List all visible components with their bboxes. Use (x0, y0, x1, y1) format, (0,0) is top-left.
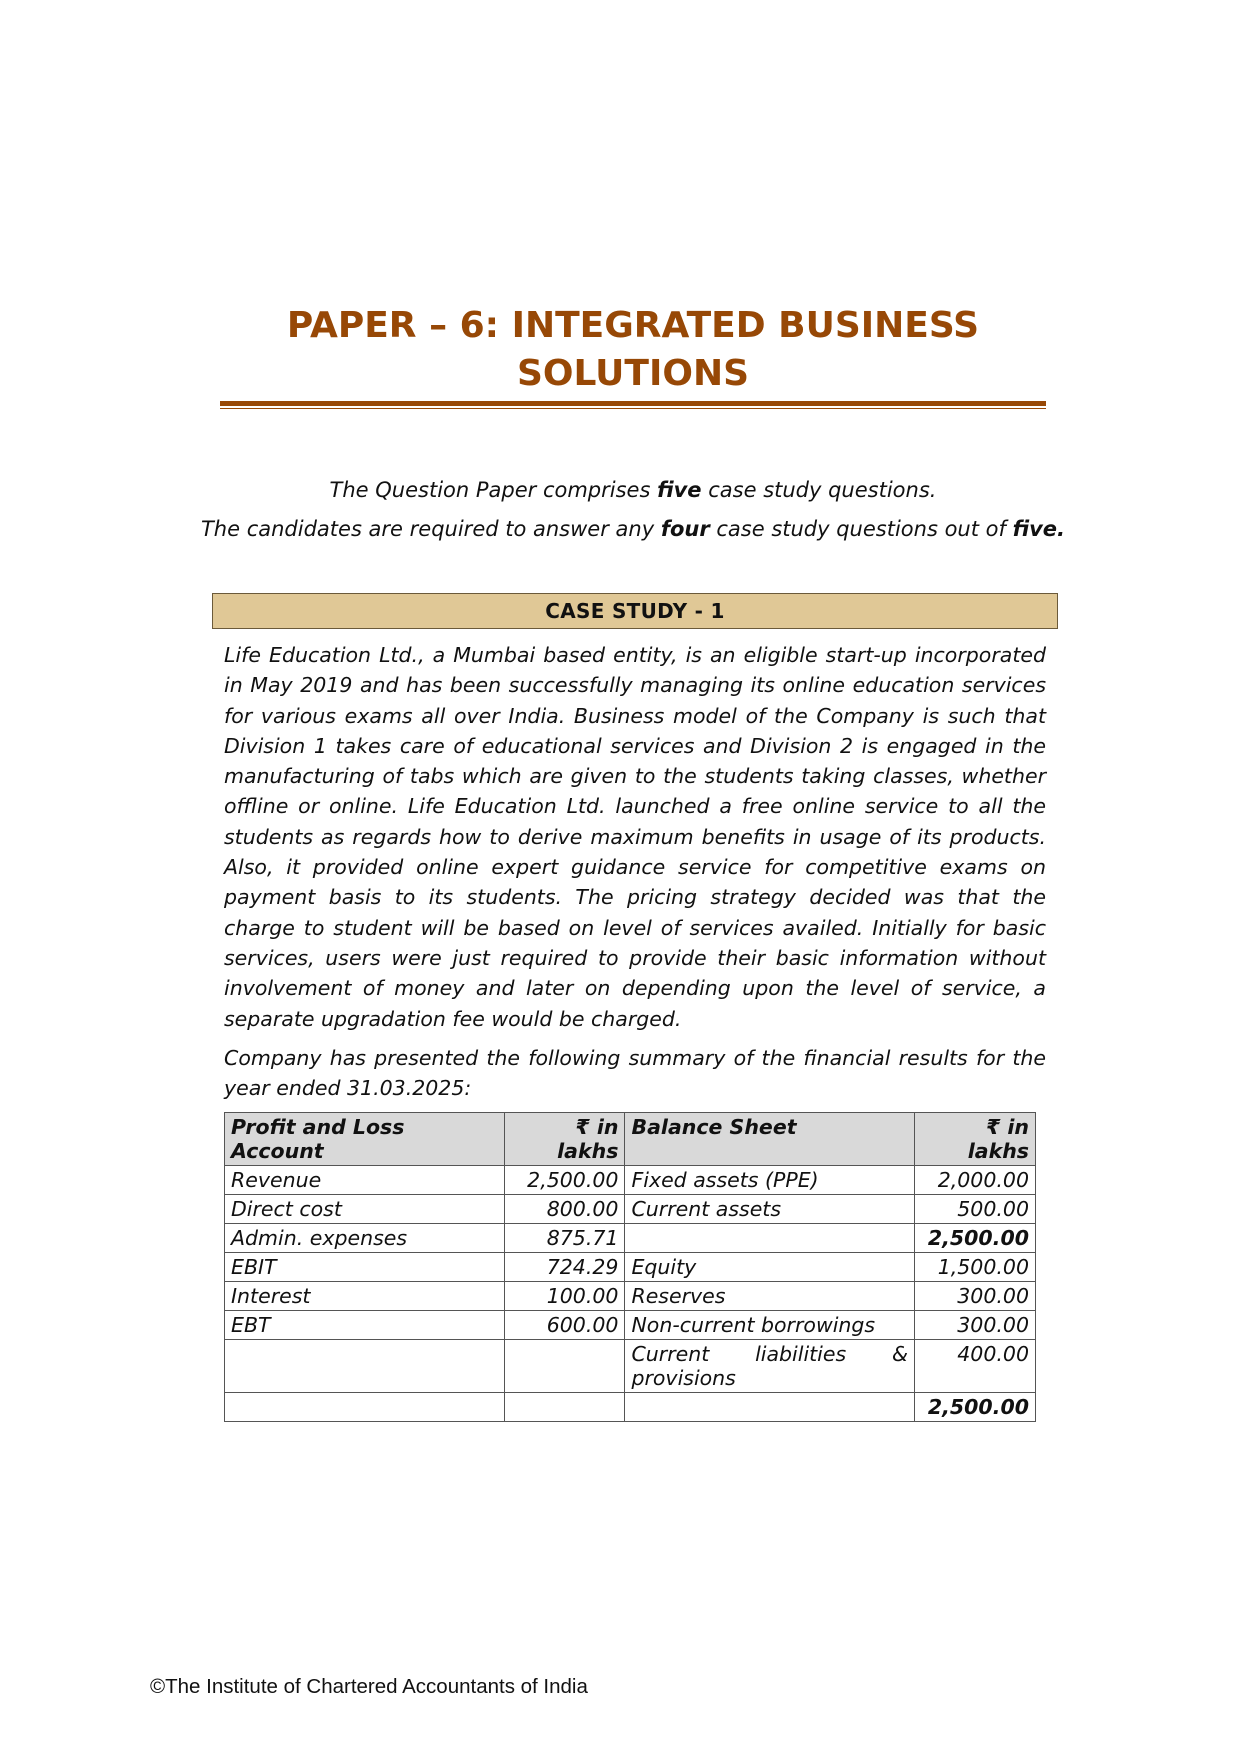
cell: EBIT (225, 1253, 505, 1282)
instr2-text: The candidates are required to answer any (200, 517, 661, 541)
cell (504, 1393, 625, 1422)
cell: Interest (225, 1282, 505, 1311)
cell: Current assets (625, 1195, 915, 1224)
cell: 2,500.00 (504, 1166, 625, 1195)
instruction-line-1 (160, 476, 1106, 504)
title-line-2: SOLUTIONS (516, 353, 750, 394)
header-pl-account: Profit and Loss Account (225, 1113, 505, 1166)
cell (225, 1340, 505, 1393)
header-bs-amount: ₹ in lakhs (914, 1113, 1035, 1166)
table-row (225, 1340, 1036, 1393)
liabilities-total-cell: 2,500.00 (914, 1393, 1035, 1422)
cell (504, 1340, 625, 1393)
cell: Admin. expenses (225, 1224, 505, 1253)
cell (225, 1393, 505, 1422)
instr1-bold: five (657, 478, 702, 502)
table-row (225, 1311, 1036, 1340)
instr2-bold-four: four (660, 517, 710, 541)
paper-title (220, 302, 1046, 398)
instr2-bold-five: five. (1012, 517, 1066, 541)
table-row (225, 1166, 1036, 1195)
table-row (225, 1253, 1036, 1282)
table-header-row (225, 1113, 1036, 1166)
cell: Current liabilities & provisions (625, 1340, 915, 1393)
instr1-text: The Question Paper comprises (329, 478, 658, 502)
cell: 1,500.00 (914, 1253, 1035, 1282)
cell: 800.00 (504, 1195, 625, 1224)
instr2-text-mid: case study questions out of (709, 517, 1013, 541)
instr1-text-end: case study questions. (701, 478, 937, 502)
cell: 400.00 (914, 1340, 1035, 1393)
header-pl-amount: ₹ in lakhs (504, 1113, 625, 1166)
header-balance-sheet: Balance Sheet (625, 1113, 915, 1166)
table-row (225, 1224, 1036, 1253)
cell: 300.00 (914, 1282, 1035, 1311)
instruction-line-2 (160, 515, 1106, 543)
financial-summary-intro: Company has presented the following summary of the financial results for the year ended 31.03.2025: (224, 1046, 1046, 1101)
cell: 724.29 (504, 1253, 625, 1282)
cell: Direct cost (225, 1195, 505, 1224)
financial-results-table (224, 1112, 1036, 1422)
cell (625, 1393, 915, 1422)
title-underline-thin (220, 408, 1046, 409)
table-row (225, 1282, 1036, 1311)
cell: Fixed assets (PPE) (625, 1166, 915, 1195)
cell: 500.00 (914, 1195, 1035, 1224)
cell: Equity (625, 1253, 915, 1282)
title-underline (220, 401, 1046, 406)
table-row (225, 1393, 1036, 1422)
cell: EBT (225, 1311, 505, 1340)
cell: Reserves (625, 1282, 915, 1311)
cell: 875.71 (504, 1224, 625, 1253)
case-study-paragraph: Life Education Ltd., a Mumbai based entity, is an eligible start-up incorporated in May 2019 and has been successfully managing its online education services for various exams all over India. Business model of the Company is such that Division 1 takes care of educational services and Division 2 is engaged in the manufacturing of tabs which are given to the students taking classes, whether offline or online. Life Education Ltd. launched a free online service to all the students as regards how to derive maximum benefits in usage of its products. Also, it provided online expert guidance service for competitive exams on payment basis to its students. The pricing strategy decided was that the charge to student will be based on level of services availed. Initially for basic services, users were just required to provide their basic information without involvement of money and later on depending upon the level of service, a separate upgradation fee would be charged. (224, 643, 1046, 1031)
cell: 2,000.00 (914, 1166, 1035, 1195)
title-line-1: PAPER – 6: INTEGRATED BUSINESS (286, 305, 980, 346)
cell: 300.00 (914, 1311, 1035, 1340)
cell: Revenue (225, 1166, 505, 1195)
cell (625, 1224, 915, 1253)
cell: Non-current borrowings (625, 1311, 915, 1340)
cell: 100.00 (504, 1282, 625, 1311)
table-row (225, 1195, 1036, 1224)
case-study-header: CASE STUDY - 1 (212, 593, 1058, 629)
cell: 600.00 (504, 1311, 625, 1340)
footer-copyright: ©The Institute of Chartered Accountants of India (150, 1675, 588, 1698)
assets-total-cell: 2,500.00 (914, 1224, 1035, 1253)
